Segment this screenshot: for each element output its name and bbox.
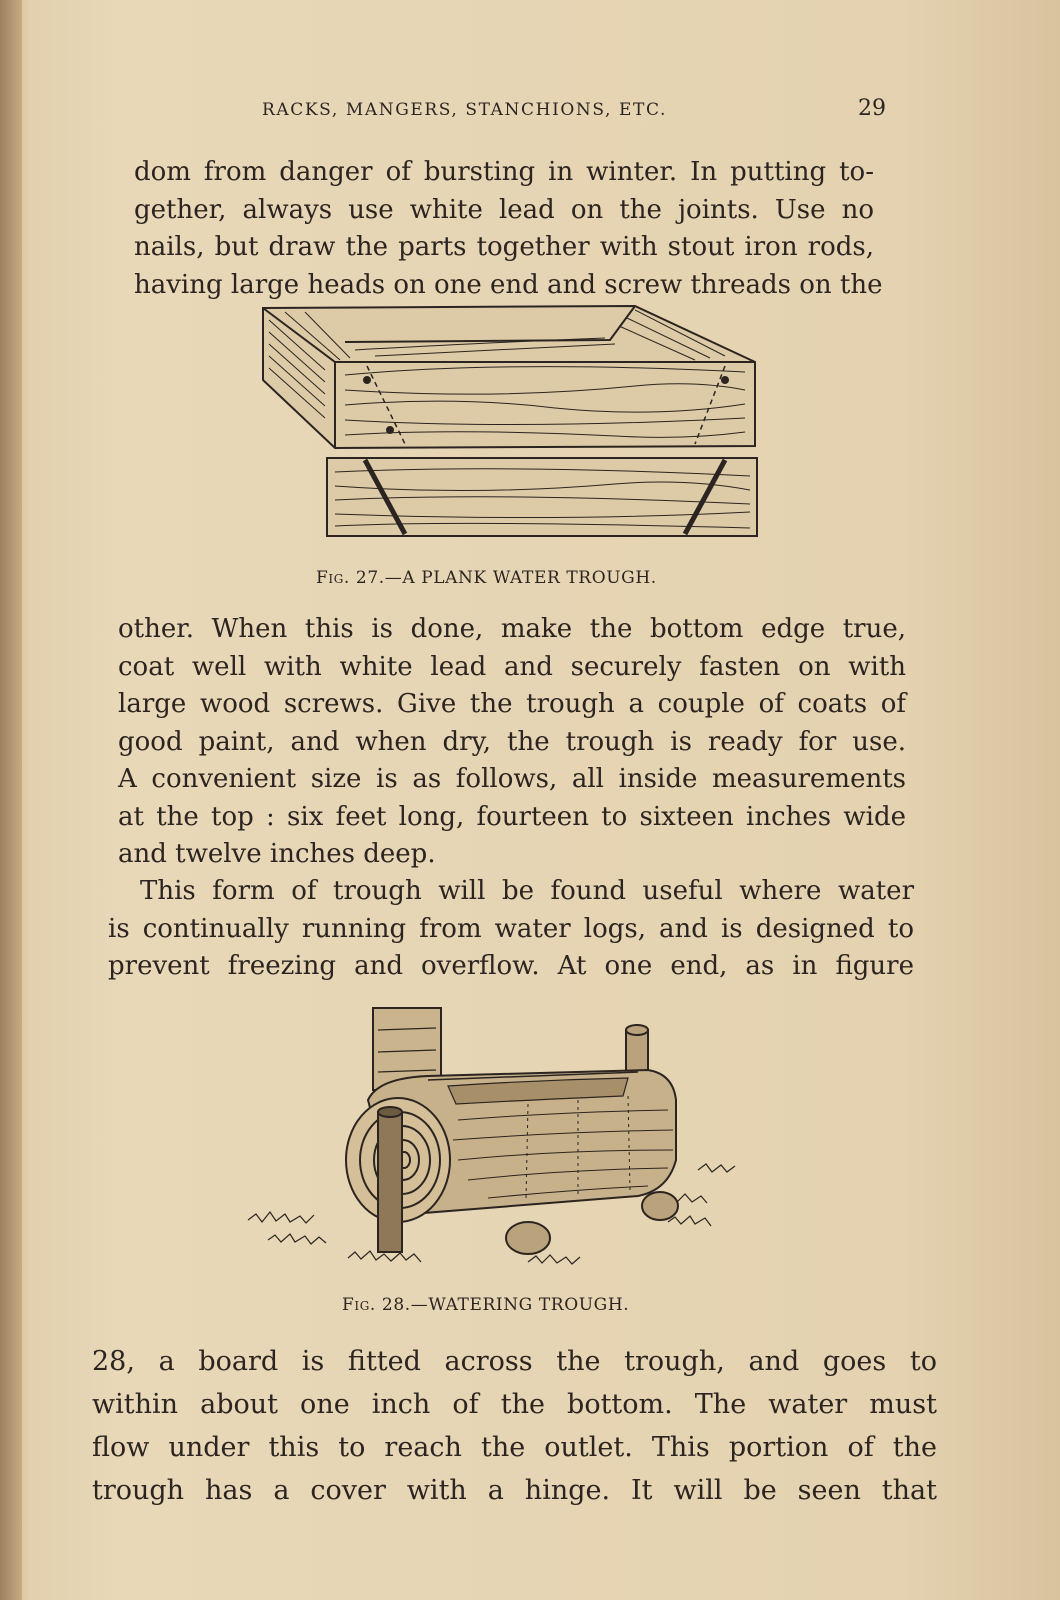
- text-line: prevent freezing and overflow. At one end, as in figure: [108, 951, 914, 981]
- page-number: 29: [858, 96, 886, 121]
- figure-28-caption: Fig. 28.—WATERING TROUGH.: [342, 1295, 630, 1315]
- log-watering-trough-illustration: [228, 1000, 788, 1290]
- text-line: having large heads on one end and screw threads on the: [134, 269, 883, 300]
- text-line: other. When this is done, make the bottom edge true,: [118, 614, 906, 644]
- plank-water-trough-illustration: [255, 300, 765, 550]
- paragraph-3: [108, 873, 914, 986]
- text-line: coat well with white lead and securely fasten on with: [118, 651, 906, 682]
- text-line: good paint, and when dry, the trough is ready for use.: [118, 726, 906, 757]
- paragraph-2: [118, 611, 906, 874]
- figure-27-caption: Fig. 27.—A PLANK WATER TROUGH.: [316, 568, 657, 588]
- text-line: gether, always use white lead on the joints. Use no: [134, 194, 874, 225]
- text-line: large wood screws. Give the trough a couple of coats of: [118, 689, 906, 719]
- text-line: 28, a board is fitted across the trough, and goes to: [92, 1346, 937, 1377]
- text-line: This form of trough will be found useful where water: [140, 876, 914, 906]
- text-line: is continually running from water logs, and is designed to: [108, 913, 914, 944]
- text-line: nails, but draw the parts together with stout iron rods,: [134, 232, 874, 262]
- paragraph-4: [92, 1340, 937, 1512]
- text-line: trough has a cover with a hinge. It will be seen that: [92, 1475, 937, 1506]
- text-line: flow under this to reach the outlet. This portion of the: [92, 1432, 937, 1463]
- running-head: RACKS, MANGERS, STANCHIONS, ETC.: [262, 100, 667, 120]
- text-line: within about one inch of the bottom. The water must: [92, 1389, 937, 1420]
- text-line: and twelve inches deep.: [118, 839, 436, 869]
- text-line: dom from danger of bursting in winter. In putting to-: [134, 157, 874, 187]
- text-line: at the top : six feet long, fourteen to sixteen inches wide: [118, 801, 906, 832]
- text-line: A convenient size is as follows, all inside measurements: [118, 764, 906, 794]
- paragraph-1: [134, 154, 883, 304]
- page-gutter: [0, 0, 22, 1600]
